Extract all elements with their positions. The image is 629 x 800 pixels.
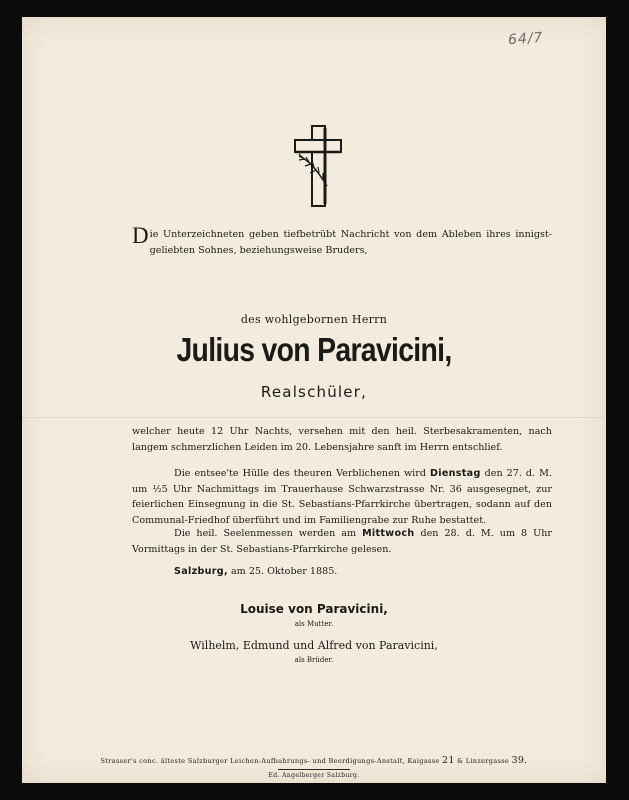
paragraph-funeral-text-a: Die entsee'te Hülle des theuren Verblichenen wird	[174, 468, 430, 479]
footer-text: Strasser's conc. älteste Salzburger Leichen-Aufbahrungs- und Beerdigungs-Anstalt, Kaigasse	[100, 757, 443, 765]
mass-day: Mittwoch	[362, 528, 415, 539]
footer-mid: & Linzergasse	[454, 757, 512, 765]
deceased-role: Realschüler,	[260, 383, 368, 401]
signatory-mother: Louise von Paravicini,	[240, 602, 388, 616]
undertaker-footer	[22, 755, 606, 766]
intro-paragraph	[132, 223, 552, 258]
paragraph-funeral	[132, 466, 552, 528]
paragraph-masses-text-b: den 28. d. M. um 8 Uhr Vormittags in der St. Sebastians-Pfarrkirche gelesen.	[132, 528, 552, 555]
signatory-brothers: Wilhelm, Edmund und Alfred von Paravicini,	[190, 639, 438, 652]
printer-credit: Ed. Angelberger Salzburg.	[268, 772, 360, 779]
drop-cap: D	[132, 223, 149, 248]
footer-divider	[278, 769, 350, 770]
paragraph-masses-text-a: Die heil. Seelenmessen werden am	[174, 528, 363, 539]
intro-text: ie Unterzeichneten geben tiefbetrübt Nachricht von dem Ableben ihres innigst-geliebten Sohnes, beziehungsweise Bruders,	[149, 229, 552, 256]
paragraph-funeral-text-b: den 27. d. M. um ½5 Uhr Nachmittags im Trauerhause Schwarzstrasse Nr. 36 ausgesegnet, zur feierlichen Einsegnung in die St. Sebastians-Pfarrkirche übertragen, sodann auf den Communal-Friedhof überführt und im Familiengrabe zur Ruhe bestattet.	[132, 468, 552, 526]
paragraph-masses	[132, 526, 552, 557]
footer-number-1: 21	[442, 755, 455, 766]
date-place: Salzburg,	[174, 566, 228, 577]
signatory-brothers-relation: als Brüder.	[294, 656, 334, 664]
deceased-name: Julius von Paravicini,	[176, 331, 452, 368]
archive-number: 64/7	[507, 29, 544, 49]
date-line	[174, 566, 337, 577]
funeral-day: Dienstag	[429, 468, 481, 479]
honorific: des wohlgebornen Herrn	[240, 313, 388, 326]
paper-fold	[22, 417, 606, 418]
footer-number-2: 39.	[511, 755, 528, 766]
cross-icon	[287, 122, 349, 208]
death-notice-sheet	[22, 17, 606, 783]
date-text: am 25. Oktober 1885.	[227, 566, 338, 577]
signatory-mother-relation: als Mutter.	[294, 620, 334, 628]
paragraph-death: welcher heute 12 Uhr Nachts, versehen mit den heil. Sterbesakramenten, nach langem schmerzlichen Leiden im 20. Lebensjahre sanft im Herrn entschlief.	[132, 426, 552, 453]
